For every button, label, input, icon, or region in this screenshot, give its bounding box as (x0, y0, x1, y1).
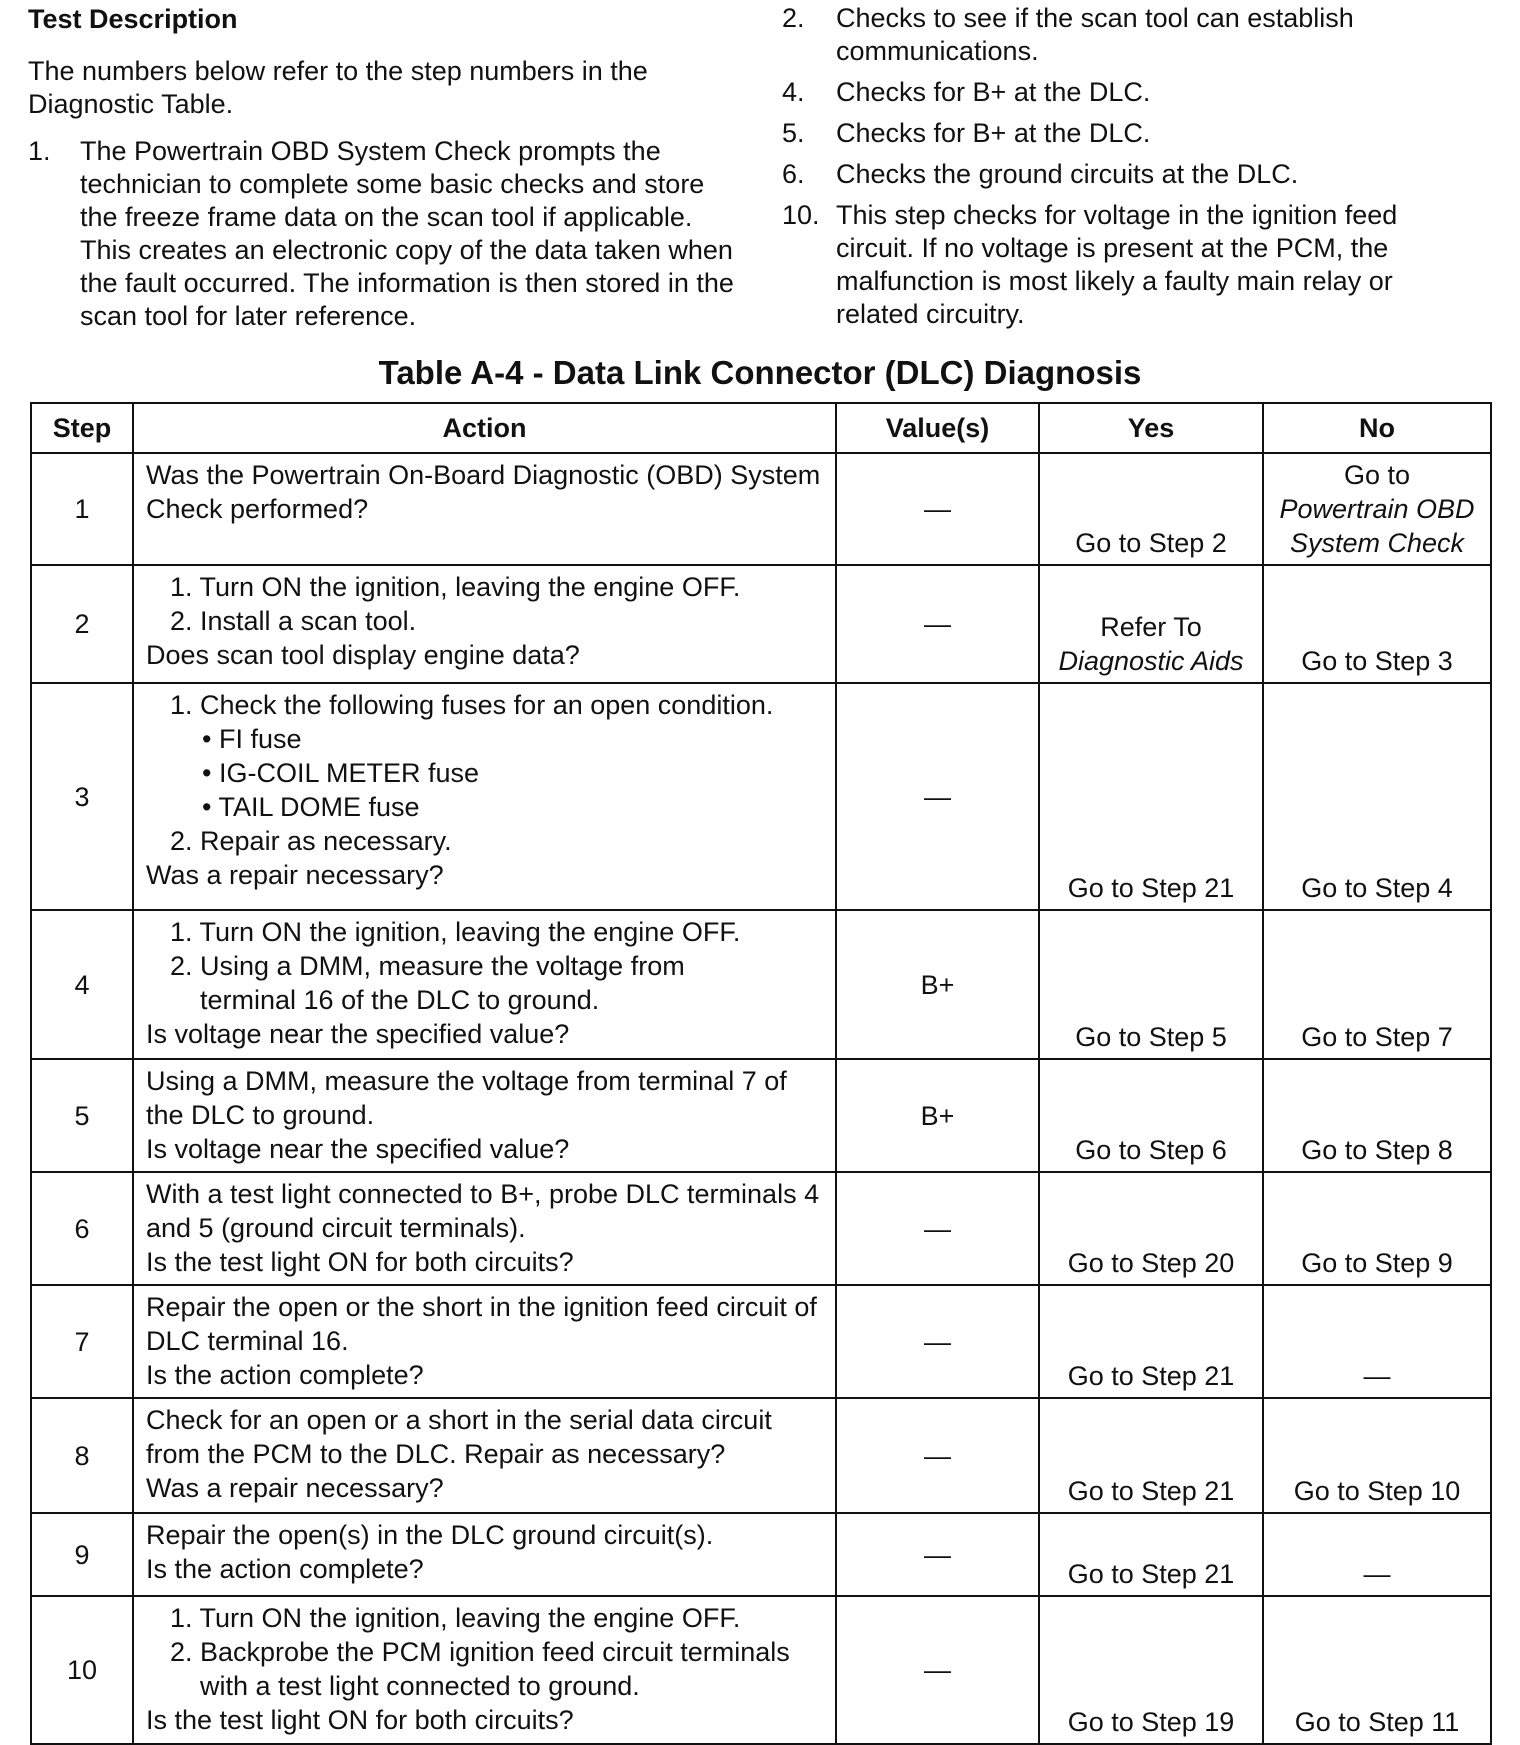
header-step: Step (31, 403, 133, 453)
action-question: Does scan tool display engine data? (146, 640, 580, 670)
action-cell (133, 1596, 836, 1744)
action-question: Is the test light ON for both circuits? (146, 1705, 574, 1735)
action-substep: 2. Backprobe the PCM ignition feed circuit terminals (170, 1637, 790, 1667)
value-cell: B+ (836, 910, 1039, 1059)
yes-cell: Go to Step 21 (1039, 1513, 1263, 1596)
action-substep: 2. Install a scan tool. (170, 606, 417, 636)
action-substep-continued: terminal 16 of the DLC to ground. (200, 985, 600, 1015)
value-cell: B+ (836, 1059, 1039, 1172)
description-item (782, 199, 1482, 331)
no-text: Go to (1343, 460, 1411, 490)
action-text: With a test light connected to B+, probe DLC terminals 4 and 5 (ground circuit terminals). (146, 1179, 820, 1243)
action-text: Check for an open or a short in the serial data circuit from the PCM to the DLC. Repair as necessary? (146, 1405, 772, 1469)
table-row (31, 1513, 1491, 1596)
table-header-row (31, 403, 1491, 453)
action-text: Repair the open or the short in the ignition feed circuit of DLC terminal 16. (146, 1292, 817, 1356)
header-yes: Yes (1039, 403, 1263, 453)
value-cell: — (836, 1398, 1039, 1513)
no-cell: Go to Step 4 (1263, 683, 1491, 910)
item-text: The Powertrain OBD System Check prompts the technician to complete some basic checks and store the freeze frame data on the scan tool if applicable. This creates an electronic copy of the data taken when the fault occurred. The information is then stored in the scan tool for later reference. (80, 136, 734, 331)
item-number: 4. (782, 77, 805, 107)
step-number: 6 (31, 1172, 133, 1285)
action-substep: 1. Turn ON the ignition, leaving the engine OFF. (170, 572, 741, 602)
step-number: 1 (31, 453, 133, 565)
yes-cell: Go to Step 19 (1039, 1596, 1263, 1744)
table-row (31, 1059, 1491, 1172)
fuse-bullet: • FI fuse (146, 722, 823, 756)
intro-paragraph: The numbers below refer to the step numbers in the Diagnostic Table. (28, 56, 648, 119)
action-cell (133, 565, 836, 683)
table-row (31, 910, 1491, 1059)
item-number: 10. (782, 200, 820, 230)
action-question: Is the action complete? (146, 1554, 424, 1584)
no-cell: — (1263, 1513, 1491, 1596)
table-row (31, 683, 1491, 910)
section-heading: Test Description (28, 4, 238, 34)
item-text: Checks for B+ at the DLC. (836, 77, 1151, 107)
no-cell: Go to Step 9 (1263, 1172, 1491, 1285)
yes-cell: Go to Step 5 (1039, 910, 1263, 1059)
yes-link-text: Diagnostic Aids (1058, 646, 1244, 676)
test-description-right (782, 2, 1482, 339)
step-number: 2 (31, 565, 133, 683)
step-number: 4 (31, 910, 133, 1059)
item-number: 6. (782, 159, 805, 189)
action-text: Using a DMM, measure the voltage from terminal 7 of the DLC to ground. (146, 1066, 787, 1130)
fuse-bullet: • TAIL DOME fuse (146, 790, 823, 824)
action-substep: 2. Using a DMM, measure the voltage from (170, 951, 685, 981)
step-number: 5 (31, 1059, 133, 1172)
action-cell (133, 683, 836, 910)
fuse-bullet: • IG-COIL METER fuse (146, 756, 823, 790)
item-text: Checks the ground circuits at the DLC. (836, 159, 1299, 189)
action-substep-continued: with a test light connected to ground. (200, 1671, 640, 1701)
action-question: Is the test light ON for both circuits? (146, 1247, 574, 1277)
step-number: 10 (31, 1596, 133, 1744)
description-item (782, 2, 1482, 68)
no-cell: Go to Step 7 (1263, 910, 1491, 1059)
table-title: Table A-4 - Data Link Connector (DLC) Diagnosis (378, 354, 1142, 391)
item-number: 5. (782, 118, 805, 148)
step-number: 7 (31, 1285, 133, 1398)
description-item (782, 117, 1482, 150)
no-cell: Go to Step 10 (1263, 1398, 1491, 1513)
table-row (31, 1596, 1491, 1744)
no-cell: Go to Step 8 (1263, 1059, 1491, 1172)
value-cell: — (836, 1596, 1039, 1744)
description-item (782, 158, 1482, 191)
table-row (31, 1285, 1491, 1398)
action-cell (133, 910, 836, 1059)
action-text: Repair the open(s) in the DLC ground circuit(s). (146, 1520, 714, 1550)
diagnostic-table (30, 402, 1492, 1745)
action-cell (133, 1285, 836, 1398)
item-text: This step checks for voltage in the ignition feed circuit. If no voltage is present at the PCM, the malfunction is most likely a faulty main relay or related circuitry. (836, 200, 1398, 329)
action-question: Is the action complete? (146, 1360, 424, 1390)
yes-cell: Go to Step 6 (1039, 1059, 1263, 1172)
action-cell (133, 1398, 836, 1513)
step-number: 8 (31, 1398, 133, 1513)
action-substep: 1. Check the following fuses for an open condition. (170, 690, 774, 720)
value-cell: — (836, 1513, 1039, 1596)
value-cell: — (836, 1285, 1039, 1398)
yes-cell: Go to Step 20 (1039, 1172, 1263, 1285)
step-number: 3 (31, 683, 133, 910)
action-question: Was a repair necessary? (146, 1473, 444, 1503)
value-cell: — (836, 683, 1039, 910)
action-cell (133, 453, 836, 565)
table-row (31, 1398, 1491, 1513)
table-row (31, 1172, 1491, 1285)
yes-cell: Go to Step 21 (1039, 1398, 1263, 1513)
value-cell: — (836, 453, 1039, 565)
action-substep: 1. Turn ON the ignition, leaving the engine OFF. (170, 1603, 741, 1633)
no-link-text: Powertrain OBD System Check (1279, 494, 1475, 558)
action-question: Is voltage near the specified value? (146, 1019, 570, 1049)
yes-text: Refer To (1100, 612, 1202, 642)
action-cell (133, 1172, 836, 1285)
item-text: Checks to see if the scan tool can establish communications. (836, 3, 1354, 66)
value-cell: — (836, 565, 1039, 683)
yes-cell: Go to Step 21 (1039, 1285, 1263, 1398)
action-question: Was a repair necessary? (146, 860, 444, 890)
action-cell (133, 1513, 836, 1596)
item-number: 2. (782, 3, 805, 33)
action-cell (133, 1059, 836, 1172)
action-substep: 2. Repair as necessary. (170, 826, 452, 856)
yes-cell: Go to Step 21 (1039, 683, 1263, 910)
no-cell: — (1263, 1285, 1491, 1398)
test-description-left (28, 4, 748, 341)
item-number: 1. (28, 136, 51, 166)
header-no: No (1263, 403, 1491, 453)
no-cell: Go to Step 3 (1263, 565, 1491, 683)
yes-cell (1039, 565, 1263, 683)
no-cell (1263, 453, 1491, 565)
header-value: Value(s) (836, 403, 1039, 453)
no-cell: Go to Step 11 (1263, 1596, 1491, 1744)
item-text: Checks for B+ at the DLC. (836, 118, 1151, 148)
value-cell: — (836, 1172, 1039, 1285)
action-text: Was the Powertrain On-Board Diagnostic (OBD) System Check performed? (146, 460, 821, 524)
step-number: 9 (31, 1513, 133, 1596)
action-substep: 1. Turn ON the ignition, leaving the engine OFF. (170, 917, 741, 947)
action-question: Is voltage near the specified value? (146, 1134, 570, 1164)
description-item (28, 135, 748, 333)
header-action: Action (133, 403, 836, 453)
yes-cell: Go to Step 2 (1039, 453, 1263, 565)
table-row (31, 453, 1491, 565)
table-row (31, 565, 1491, 683)
description-item (782, 76, 1482, 109)
